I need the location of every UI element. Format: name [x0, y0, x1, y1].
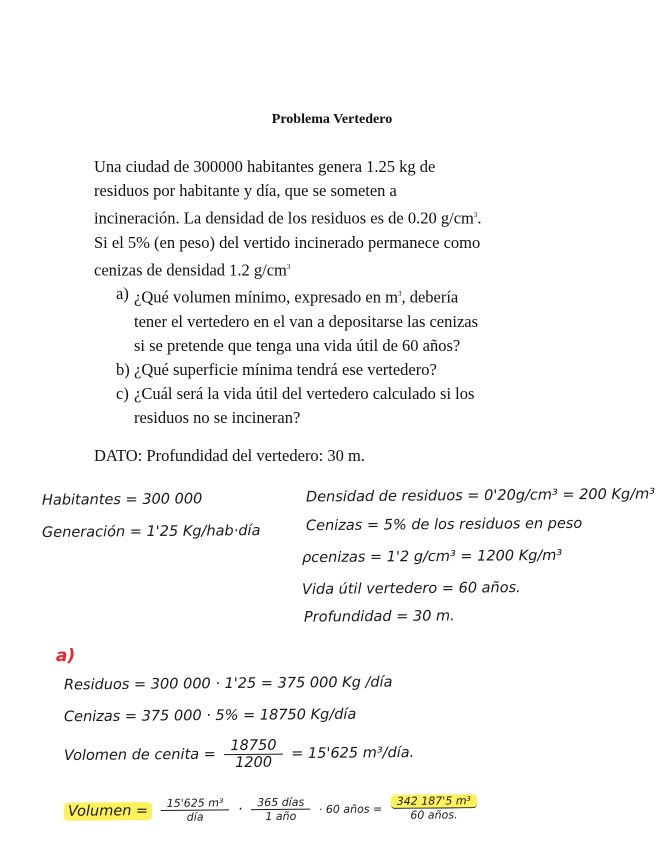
fraction-numerator: 18750 [224, 738, 282, 756]
statement-line: Si el 5% (en peso) del vertido incinerado permanece como [94, 232, 481, 252]
question-item [116, 382, 594, 430]
question-item [116, 358, 594, 382]
question-mark: a) [116, 284, 129, 303]
statement-line: incineración. La densidad de los residuos es de 0.20 g/cm [94, 208, 474, 228]
note-cenizas: Cenizas = 5% de los residuos en peso [305, 515, 583, 535]
question-text: si se pretende que tenga una vida útil de 60 años? [134, 335, 461, 355]
volumen-label: Volomen de cenita = [63, 746, 216, 765]
statement-line: cenizas de densidad 1.2 g/cm [94, 260, 287, 279]
final-result-value: 342 187'5 m³ [391, 794, 477, 809]
superscript: 3 [286, 262, 291, 271]
question-text: ¿Cuál será la vida útil del vertedero calculado si los [134, 383, 475, 403]
final-label: Volumen = [64, 802, 152, 821]
question-mark: b) [116, 359, 130, 379]
volumen-fraction [224, 738, 282, 772]
volumen-result: = 15'625 m³/día. [291, 744, 415, 763]
solution-final-row [64, 794, 481, 825]
question-list [94, 282, 594, 430]
problem-statement [94, 155, 594, 468]
fraction-denominator: día [186, 810, 204, 824]
note-densidad: Densidad de residuos = 0'20g/cm³ = 200 Kg/m³ [305, 486, 656, 506]
final-term-1 [161, 796, 230, 824]
question-text: tener el vertedero en el van a depositarse las cenizas [134, 311, 479, 331]
fraction-denominator: 1200 [235, 754, 273, 772]
note-profundidad: Profundidad = 30 m. [303, 608, 455, 626]
final-term-2 [251, 796, 310, 824]
statement-line: residuos por habitante y día, que se someten a [94, 181, 397, 200]
question-text: ¿Qué superficie mínima tendrá ese vertedero? [134, 359, 437, 379]
solution-residuos: Residuos = 300 000 · 1'25 = 375 000 Kg /día [63, 674, 393, 694]
superscript: 3 [473, 211, 478, 219]
multiply-years: · 60 años = [318, 802, 383, 817]
dato-line: DATO: Profundidad del vertedero: 30 m. [94, 445, 365, 465]
page-title: Problema Vertedero [271, 112, 393, 127]
note-habitantes: Habitantes = 300 000 [41, 491, 203, 509]
note-generacion: Generación = 1'25 Kg/hab·día [41, 523, 261, 541]
solution-label: a) [55, 645, 76, 667]
fraction-denominator: 1 año [265, 809, 297, 824]
statement-line: . [477, 208, 482, 228]
solution-cenizas: Cenizas = 375 000 · 5% = 18750 Kg/día [63, 706, 357, 726]
final-result [391, 794, 477, 822]
question-mark: c) [116, 383, 129, 403]
superscript: 3 [397, 290, 402, 298]
question-text: residuos no se incineran? [134, 407, 301, 427]
solution-volumen-row [64, 736, 415, 772]
fraction-numerator: 15'625 m³ [161, 796, 230, 811]
question-text: ¿Qué volumen mínimo, expresado en m [134, 287, 398, 307]
note-vida: Vida útil vertedero = 60 años. [301, 580, 521, 598]
note-pcenizas: ρcenizas = 1'2 g/cm³ = 1200 Kg/m³ [301, 547, 563, 567]
final-result-unit: 60 años. [410, 808, 458, 822]
question-text: , debería [401, 287, 459, 307]
question-item [116, 282, 594, 358]
multiply-dot: · [237, 801, 243, 818]
fraction-numerator: 365 días [251, 796, 310, 811]
statement-line: Una ciudad de 300000 habitantes genera 1.25 kg de [94, 157, 436, 176]
